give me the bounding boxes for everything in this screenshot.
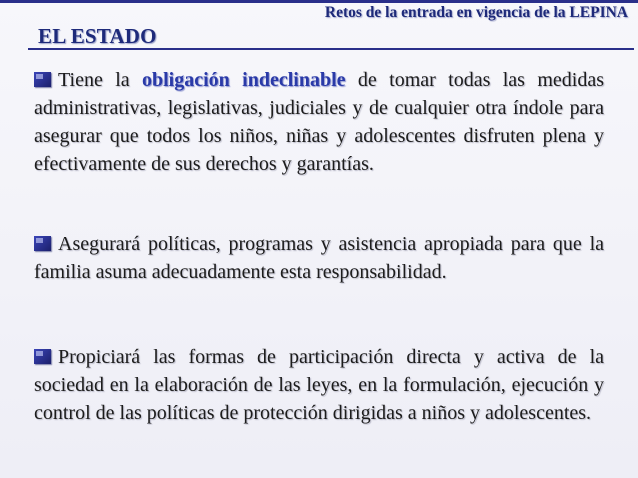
paragraph-text: Propiciará las formas de participación directa y activa de la sociedad en la elaboración de las leyes, en la formulación, ejecución y control de las políticas de protección dirigidas a niños y adolescentes. (34, 346, 604, 424)
square-bullet-icon (34, 72, 51, 87)
slide-subtitle: Retos de la entrada en vigencia de la LEPINA (324, 4, 628, 21)
slide-title: EL ESTADO (38, 24, 157, 48)
paragraph-text: Asegurará políticas, programas y asistencia apropiada para que la familia asuma adecuadamente esta responsabilidad. (34, 233, 604, 283)
paragraph-lead: Tiene la (58, 69, 142, 91)
header-divider (28, 48, 634, 50)
paragraph-participation (34, 343, 604, 427)
paragraph-obligation (34, 66, 604, 178)
emphasis-text: obligación indeclinable (142, 69, 346, 91)
paragraph-policies (34, 230, 604, 286)
paragraph-rest: de tomar todas las medidas administrativas, legislativas, judiciales y de cualquier otra índole para asegurar que todos los niños, niñas y adolescentes disfruten plena y efectivamente de sus derechos y garantías. (34, 69, 604, 175)
top-border-line (0, 0, 638, 3)
square-bullet-icon (34, 349, 51, 364)
square-bullet-icon (34, 236, 51, 251)
